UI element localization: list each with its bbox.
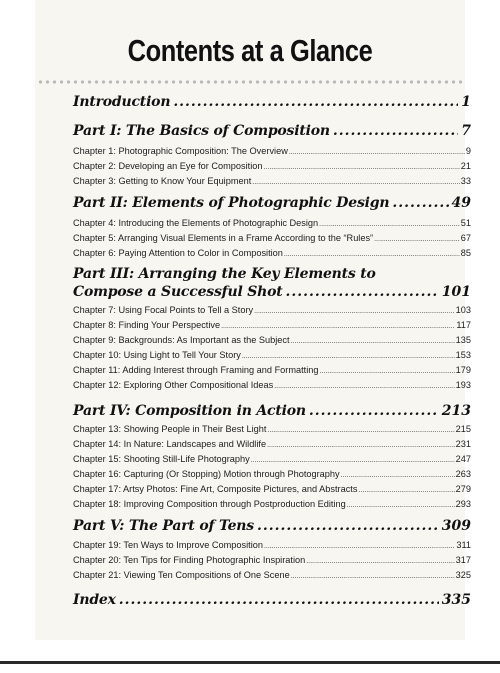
- chapter-label: Chapter 20: Ten Tips for Finding Photographic Inspiration: [73, 555, 306, 565]
- dot-leader: [291, 334, 455, 349]
- dot-leader: [358, 483, 454, 498]
- chapter-page-number: 153: [455, 350, 471, 360]
- chapter-label: Chapter 4: Introducing the Elements of Photographic Design: [73, 218, 319, 228]
- toc-chapter-7[interactable]: [73, 303, 471, 318]
- chapter-label: Chapter 2: Developing an Eye for Composition: [73, 161, 263, 171]
- part-1-chapters: [73, 144, 471, 189]
- chapter-label: Chapter 5: Arranging Visual Elements in a Frame According to the “Rules”: [73, 233, 374, 243]
- toc-chapter-14[interactable]: [73, 437, 471, 452]
- chapter-label: Chapter 8: Finding Your Perspective: [73, 320, 221, 330]
- dot-leader: [284, 247, 460, 262]
- chapter-page-number: 311: [456, 540, 471, 550]
- toc-chapter-11[interactable]: [73, 363, 471, 378]
- chapter-page-number: 67: [460, 233, 471, 243]
- chapter-page-number: 103: [455, 305, 471, 315]
- dot-leader: [392, 195, 448, 211]
- chapter-label: Chapter 21: Viewing Ten Compositions of One Scene: [73, 570, 290, 580]
- toc-entry-label-line2: Compose a Successful Shot: [73, 284, 283, 300]
- dot-leader: [257, 518, 439, 534]
- chapter-page-number: 279: [455, 484, 471, 494]
- toc-chapter-18[interactable]: [73, 497, 471, 512]
- toc-part-3[interactable]: [73, 266, 471, 300]
- chapter-label: Chapter 11: Adding Interest through Framing and Formatting: [73, 365, 319, 375]
- dot-leader: [374, 232, 460, 247]
- dot-leader: [264, 539, 455, 554]
- chapter-label: Chapter 3: Getting to Know Your Equipment: [73, 176, 252, 186]
- chapter-page-number: 317: [455, 555, 471, 565]
- chapter-page-number: 193: [455, 380, 471, 390]
- part-4-chapters: [73, 422, 471, 512]
- dot-leader: [319, 364, 454, 379]
- toc-part-5[interactable]: [73, 518, 471, 534]
- dot-leader: [173, 94, 458, 110]
- toc-entry-label-line1: Part III: Arranging the Key Elements to: [73, 266, 376, 282]
- toc-part-4[interactable]: [73, 403, 471, 419]
- page-title: Contents at a Glance: [127, 33, 373, 68]
- toc-part-2[interactable]: [73, 195, 471, 211]
- part-2-chapters: [73, 216, 471, 261]
- chapter-page-number: 231: [455, 439, 471, 449]
- dot-leader: [289, 145, 465, 160]
- toc-entry-label: Part V: The Part of Tens: [73, 518, 254, 534]
- chapter-page-number: 215: [455, 424, 471, 434]
- chapter-page-number: 21: [460, 161, 471, 171]
- dot-leader: [267, 438, 455, 453]
- chapter-label: Chapter 14: In Nature: Landscapes and Wildlife: [73, 439, 267, 449]
- chapter-page-number: 85: [460, 248, 471, 258]
- toc-entry-label: Introduction: [73, 94, 171, 110]
- dot-leader: [274, 379, 454, 394]
- toc-entry-label: Part I: The Basics of Composition: [73, 123, 330, 139]
- dot-leader: [252, 175, 460, 190]
- dot-leader: [347, 498, 455, 513]
- toc-chapter-9[interactable]: [73, 333, 471, 348]
- chapter-label: Chapter 19: Ten Ways to Improve Composition: [73, 540, 263, 550]
- dot-leader: [267, 423, 454, 438]
- chapter-page-number: 325: [455, 570, 471, 580]
- dot-leader: [263, 160, 459, 175]
- chapter-page-number: 179: [455, 365, 471, 375]
- chapter-page-number: 293: [455, 499, 471, 509]
- toc-entry-label: Index: [73, 592, 116, 608]
- toc-chapter-16[interactable]: [73, 467, 471, 482]
- dotted-divider: [37, 79, 463, 85]
- dot-leader: [254, 304, 455, 319]
- dot-leader: [119, 592, 439, 608]
- toc-page-number: 335: [441, 592, 471, 608]
- dot-leader: [242, 349, 455, 364]
- toc-chapter-13[interactable]: [73, 422, 471, 437]
- chapter-page-number: 247: [455, 454, 471, 464]
- chapter-label: Chapter 12: Exploring Other Compositional Ideas: [73, 380, 274, 390]
- dot-leader: [291, 569, 455, 584]
- toc-chapter-4[interactable]: [73, 216, 471, 231]
- chapter-label: Chapter 17: Artsy Photos: Fine Art, Composite Pictures, and Abstracts: [73, 484, 358, 494]
- toc-chapter-21[interactable]: [73, 568, 471, 583]
- bottom-rule: [0, 661, 500, 664]
- toc-page-number: 309: [441, 518, 471, 534]
- chapter-label: Chapter 7: Using Focal Points to Tell a Story: [73, 305, 254, 315]
- toc-chapter-1[interactable]: [73, 144, 471, 159]
- dot-leader: [306, 554, 454, 569]
- toc-page-number: 1: [461, 94, 471, 110]
- dot-leader: [341, 468, 455, 483]
- toc-chapter-5[interactable]: [73, 231, 471, 246]
- toc-page-number: 7: [461, 123, 471, 139]
- dot-leader: [251, 453, 455, 468]
- part-5-chapters: [73, 538, 471, 583]
- toc-chapter-2[interactable]: [73, 159, 471, 174]
- chapter-label: Chapter 6: Paying Attention to Color in Composition: [73, 248, 283, 258]
- chapter-page-number: 263: [455, 469, 471, 479]
- chapter-page-number: 51: [460, 218, 471, 228]
- toc-chapter-12[interactable]: [73, 378, 471, 393]
- toc-part-3-line2: [73, 284, 471, 300]
- toc-chapter-3[interactable]: [73, 174, 471, 189]
- toc-index[interactable]: [73, 592, 471, 608]
- dot-leader: [286, 284, 439, 300]
- chapter-page-number: 9: [465, 146, 471, 156]
- chapter-page-number: 117: [456, 320, 471, 330]
- toc-page-number: 49: [451, 195, 471, 211]
- toc-page-number: 213: [441, 403, 471, 419]
- chapter-label: Chapter 13: Showing People in Their Best Light: [73, 424, 267, 434]
- toc-chapter-20[interactable]: [73, 553, 471, 568]
- chapter-label: Chapter 1: Photographic Composition: The Overview: [73, 146, 288, 156]
- toc-chapter-6[interactable]: [73, 246, 471, 261]
- chapter-label: Chapter 18: Improving Composition through Postproduction Editing: [73, 499, 346, 509]
- toc-entry-label: Part II: Elements of Photographic Design: [73, 195, 390, 211]
- chapter-label: Chapter 16: Capturing (Or Stopping) Motion through Photography: [73, 469, 340, 479]
- toc-chapter-8[interactable]: [73, 318, 471, 333]
- chapter-page-number: 33: [460, 176, 471, 186]
- toc-chapter-17[interactable]: [73, 482, 471, 497]
- chapter-label: Chapter 15: Shooting Still-Life Photography: [73, 454, 250, 464]
- toc-introduction[interactable]: [73, 94, 471, 110]
- toc-chapter-15[interactable]: [73, 452, 471, 467]
- dot-leader: [333, 123, 458, 139]
- chapter-label: Chapter 10: Using Light to Tell Your Story: [73, 350, 241, 360]
- toc-chapter-10[interactable]: [73, 348, 471, 363]
- toc-page-number: 101: [441, 284, 471, 300]
- toc-entry-label: Part IV: Composition in Action: [73, 403, 306, 419]
- dot-leader: [319, 217, 460, 232]
- part-3-chapters: [73, 303, 471, 393]
- dot-leader: [309, 403, 439, 419]
- toc-part-1[interactable]: [73, 123, 471, 139]
- dot-leader: [221, 319, 455, 334]
- chapter-page-number: 135: [455, 335, 471, 345]
- chapter-label: Chapter 9: Backgrounds: As Important as the Subject: [73, 335, 290, 345]
- toc-chapter-19[interactable]: [73, 538, 471, 553]
